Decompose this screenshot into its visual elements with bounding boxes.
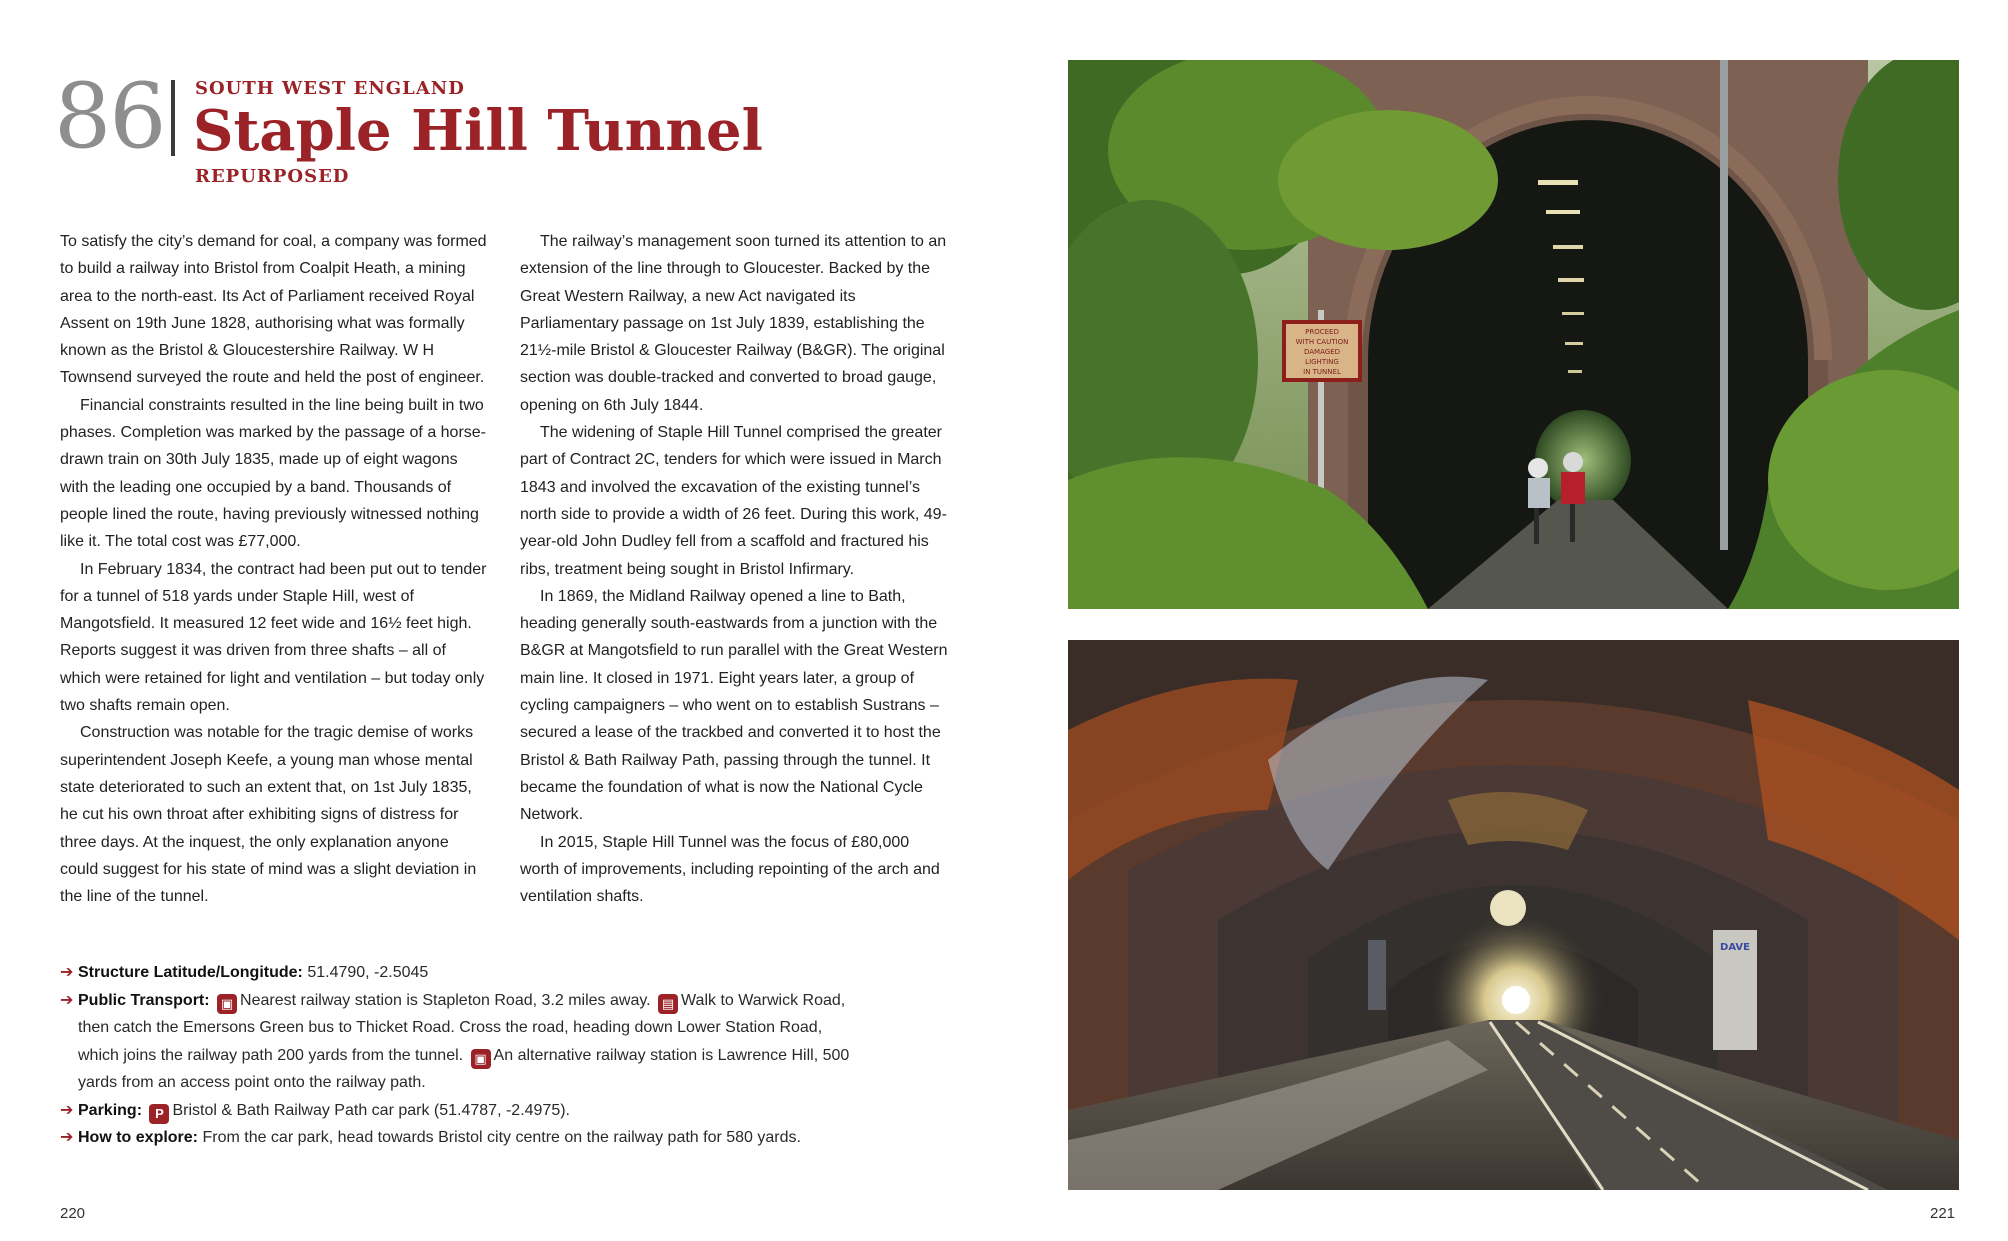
chapter-number: 86 bbox=[54, 64, 165, 169]
paragraph: Financial constraints resulted in the line being built in two phases. Completion was marked by the passage of a horse-drawn train on 30th July 1835, made up of eight wagons with the leading one occupied by a band. Thousands of people lined the route, having previously witnessed nothing like it. The total cost was £77,000. bbox=[60, 396, 487, 551]
tunnel-interior-image bbox=[1068, 640, 1959, 1190]
cyclist bbox=[1528, 458, 1548, 478]
body-column-right bbox=[520, 228, 948, 910]
info-label: Structure Latitude/Longitude: bbox=[78, 964, 303, 981]
paragraph: In 1869, the Midland Railway opened a line to Bath, heading generally south-eastwards from a junction with the B&GR at Mangotsfield to run parallel with the Great Western main line. It closed in 1971. Eight years later, a group of cycling campaigners – who went on to establish Sustrans – secured a lease of the trackbed and converted it to host the Bristol & Bath Railway Path, passing through the tunnel. It became the foundation of what is now the National Cycle Network. bbox=[520, 587, 948, 824]
sign-text: PROCEED bbox=[1305, 328, 1339, 336]
info-explore bbox=[60, 1124, 860, 1152]
train-icon: ▣ bbox=[217, 994, 237, 1014]
info-value: From the car park, head towards Bristol city centre on the railway path for 580 yards. bbox=[202, 1129, 801, 1146]
graffiti-text: DAVE bbox=[1720, 942, 1750, 953]
info-value: Walk to Warwick Road, then catch the Emersons Green bus to Thicket Road. Cross the road, heading down Lower Station Road, which joins the railway path 200 yards from the tunnel. bbox=[78, 991, 846, 1064]
page-number-right: 221 bbox=[1930, 1205, 1956, 1222]
cyclist bbox=[1563, 452, 1583, 472]
header-divider bbox=[171, 80, 175, 156]
info-label: Parking: bbox=[78, 1101, 143, 1119]
info-value: 51.4790, -2.5045 bbox=[307, 964, 429, 981]
paragraph: The widening of Staple Hill Tunnel comprised the greater part of Contract 2C, tenders for which were issued in March 1843 and involved the excavation of the existing tunnel’s north side to provide a width of 26 feet. During this work, 49-year-old John Dudley fell from a scaffold and fractured his ribs, treatment being sought in Bristol Infirmary. bbox=[520, 424, 947, 578]
info-latlong bbox=[60, 959, 860, 987]
arrow-icon: ➔ bbox=[60, 991, 74, 1009]
tunnel-portal-image bbox=[1068, 60, 1959, 609]
sign-text: DAMAGED bbox=[1304, 348, 1340, 356]
body-column-left bbox=[60, 228, 488, 910]
page-number-left: 220 bbox=[60, 1205, 86, 1222]
paragraph: Construction was notable for the tragic demise of works superintendent Joseph Keefe, a young man whose mental state deteriorated to such an extent that, on 1st July 1835, he cut his own throat after exhibiting signs of distress for three days. At the inquest, the only explanation anyone could suggest for his state of mind was a slight deviation in the line of the tunnel. bbox=[60, 724, 477, 906]
sign-text: LIGHTING bbox=[1305, 358, 1339, 366]
sign-text: IN TUNNEL bbox=[1303, 368, 1341, 376]
info-label: Public Transport: bbox=[78, 991, 210, 1009]
paragraph: The railway’s management soon turned its attention to an extension of the line through to Gloucester. Backed by the Great Western Railway, a new Act navigated its Parliamentary passage on 1st July 1839, establishing the 21½-mile Bristol & Gloucester Railway (B&GR). The original section was double-tracked and converted to broad gauge, opening on 6th July 1844. bbox=[520, 233, 947, 414]
region-label: SOUTH WEST ENGLAND bbox=[195, 78, 465, 99]
visitor-info bbox=[60, 959, 860, 1152]
photo-tunnel-interior bbox=[1068, 640, 1959, 1190]
category-label: REPURPOSED bbox=[195, 166, 350, 187]
arrow-icon: ➔ bbox=[60, 964, 74, 981]
parking-icon: P bbox=[149, 1104, 169, 1124]
info-value: Bristol & Bath Railway Path car park (51.4787, -2.4975). bbox=[172, 1101, 570, 1119]
info-parking bbox=[60, 1097, 860, 1125]
photo-tunnel-portal bbox=[1068, 60, 1959, 609]
info-value: Nearest railway station is Stapleton Road, 3.2 miles away. bbox=[240, 991, 651, 1009]
info-label: How to explore: bbox=[78, 1129, 199, 1146]
bus-icon: ▤ bbox=[658, 994, 678, 1014]
info-value: An alternative railway station is Lawrence Hill, 500 yards from an access point onto the railway path. bbox=[78, 1046, 850, 1091]
lamp-post bbox=[1720, 60, 1728, 550]
arrow-icon: ➔ bbox=[60, 1101, 74, 1119]
paragraph: In February 1834, the contract had been put out to tender for a tunnel of 518 yards under Staple Hill, west of Mangotsfield. It measured 12 feet wide and 16½ feet high. Reports suggest it was driven from three shafts – all of which were retained for light and ventilation – but today only two shafts remain open. bbox=[60, 560, 487, 715]
train-icon: ▣ bbox=[471, 1049, 491, 1069]
paragraph: To satisfy the city’s demand for coal, a company was formed to build a railway into Bristol from Coalpit Heath, a mining area to the north-east. Its Act of Parliament received Royal Assent on 19th June 1828, authorising what was formally known as the Bristol & Gloucestershire Railway. W H Townsend surveyed the route and held the post of engineer. bbox=[60, 233, 487, 387]
paragraph: In 2015, Staple Hill Tunnel was the focus of £80,000 worth of improvements, including repointing of the arch and ventilation shafts. bbox=[520, 833, 940, 906]
sign-text: WITH CAUTION bbox=[1295, 338, 1349, 346]
page-title: Staple Hill Tunnel bbox=[193, 98, 763, 164]
info-transport bbox=[60, 987, 860, 1097]
tunnel-lamp bbox=[1490, 890, 1526, 926]
arrow-icon: ➔ bbox=[60, 1129, 74, 1146]
tunnel-light bbox=[1538, 180, 1578, 185]
